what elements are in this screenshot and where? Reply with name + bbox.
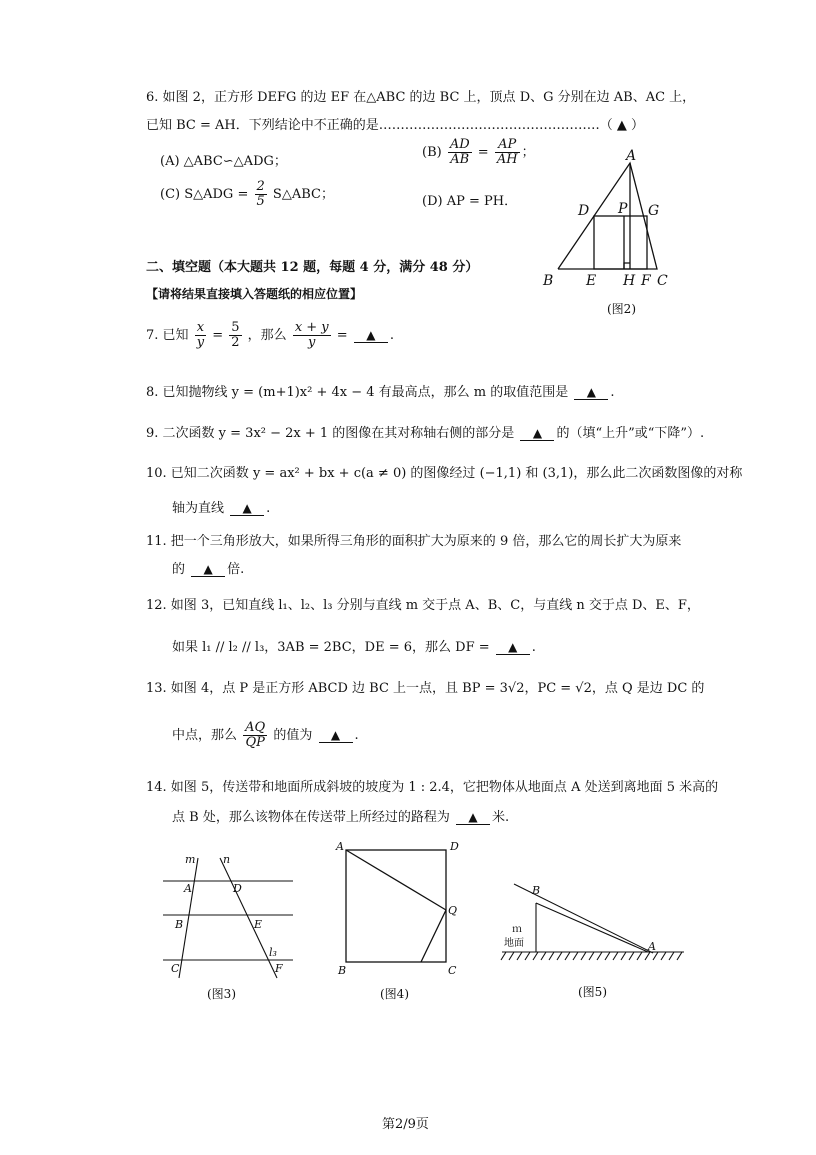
q7-eq: = [212,328,224,343]
fig4-line-qp [421,910,446,962]
q11-end: 倍. [227,562,245,577]
fig2-label-b: B [543,273,554,289]
q13-line2-post: 的值为 [273,728,313,743]
q13-end: . [354,728,359,743]
fig2-square [594,216,647,269]
frac-den: y [196,335,205,350]
q10-line2 [172,497,270,516]
q8-text: 8. 已知抛物线 y = (m+1)x² + 4x − 4 有最高点，那么 m 的取值范围是 [146,385,569,400]
q6-option-b: (B) $\frac{AD}{AB}$ = $\frac{AP}{AH}$ ； [422,137,535,167]
frac-num: x [195,321,206,336]
q13-line2 [172,721,359,750]
page-number: 第2/9页 [382,1117,429,1132]
q7-frac3 [293,321,331,350]
fig4-label-c: C [448,964,457,977]
q6-option-b-label: (B) [422,145,442,160]
q10-line1: 10. 已知二次函数 y = ax² + bx + c(a ≠ 0) 的图像经过 (−1,1) 和 (3,1)，那么此二次函数图像的对称 [146,466,743,481]
q6-option-c-label: (C) S△ADG = [160,187,249,202]
frac-den: AB [450,152,470,167]
q9-answer-blank[interactable]: ▲ [520,426,554,441]
fig3-label-d: D [233,882,242,895]
q7-answer-blank[interactable]: ▲ [354,328,388,343]
q6-line2: 已知 BC = AH．下列结论中不正确的是……………………………………………（ ▲ ） [146,118,645,133]
fig4-line-aq [346,850,446,910]
q6-line1: 6. 如图 2，正方形 DEFG 的边 EF 在△ABC 的边 BC 上，顶点 D、G 分别在边 AB、AC 上， [146,90,696,105]
fig4-caption: (图4) [380,987,409,1001]
fig4-label-q: Q [448,904,458,917]
fig3-label-m: m [185,853,196,866]
q9 [146,422,704,441]
q11-line1: 11. 把一个三角形放大，如果所得三角形的面积扩大为原来的 9 倍，那么它的周长扩大为原来 [146,534,682,549]
frac-num: x + y [294,320,329,335]
frac-den: y [308,335,316,350]
q9-end: 的（填“上升”或“下降”）. [556,426,705,441]
q11-line2-text: 的 [172,562,186,577]
fig2-label-h: H [623,273,636,289]
q10-end: . [266,501,271,516]
fig3-label-a: A [184,882,192,895]
q12-line2 [172,636,536,655]
q13-answer-blank[interactable]: ▲ [319,728,353,743]
q6-option-b-frac2 [495,138,520,167]
frac-den: 2 [231,335,240,350]
q7-mid: ，那么 [247,328,287,343]
fig2-label-c: C [657,273,668,289]
fig4-label-b: B [338,964,347,977]
figure-4 [330,838,470,1008]
q6-option-b-frac1 [448,138,472,167]
fig5-label-ground-top: ｍ [512,924,522,935]
fig4-label-a: A [336,840,344,853]
fig4-label-d: D [450,840,459,853]
q12-answer-blank[interactable]: ▲ [496,640,530,655]
q14-line2-text: 点 B 处，那么该物体在传送带上所经过的路程为 [172,810,450,825]
q7-frac1 [195,321,206,350]
q14-end: 米. [491,810,510,825]
section2-note: 【请将结果直接填入答题纸的相应位置】 [146,287,363,301]
fig3-caption: (图3) [207,987,236,1001]
q12-end: . [531,640,536,655]
q6-option-a: (A) △ABC∽△ADG； [160,154,287,169]
q11-answer-blank[interactable]: ▲ [191,562,225,577]
fig3-label-c: C [171,962,180,975]
fig3-label-b: B [175,918,184,931]
q10-line2-text: 轴为直线 [172,501,225,516]
q8-answer-blank[interactable]: ▲ [574,385,608,400]
q13-line2-pre: 中点，那么 [172,728,238,743]
fig2-label-p: P [618,201,628,217]
q6-option-c-tail: S△ABC； [272,187,334,202]
fig2-right-angle [624,263,630,269]
frac-num: AD [449,137,470,152]
fig2-caption: (图2) [607,302,636,316]
q11-line2 [172,558,244,577]
figure-2 [535,145,675,325]
fig3-label-e: E [254,918,263,931]
q6-option-c [160,180,334,209]
fig2-label-f: F [641,273,651,289]
q12-line2-text: 如果 l₁ // l₂ // l₃，3AB = 2BC，DE = 6，那么 DF = [172,640,490,655]
q9-text: 9. 二次函数 y = 3x² − 2x + 1 的图像在其对称轴右侧的部分是 [146,426,515,441]
frac-num: AP [495,138,520,153]
frac-den: 5 [256,194,265,209]
fig3-label-f: F [275,962,283,975]
figure-5 [498,880,688,1005]
figure-3 [155,848,300,1008]
fig4-square [346,850,446,962]
q8-end: . [610,385,615,400]
q7: 7. 已知 $\frac{x}{y}$ = $\frac{5}{2}$ ，那么 $\frac{x + y}{y}$ = ▲ . [146,320,394,350]
fig5-label-b: B [532,884,541,897]
q6-option-d: (D) AP = PH． [422,194,518,209]
frac-num: 5 [231,320,240,335]
q13-line1: 13. 如图 4，点 P 是正方形 ABCD 边 BC 上一点，且 BP = 3√2，PC = √2，点 Q 是边 DC 的 [146,681,705,696]
fig5-label-ground: 地面 [504,938,524,949]
fig5-slope [536,903,648,952]
fig3-label-n: n [223,853,231,866]
frac-num: AQ [245,720,266,735]
q14-line1: 14. 如图 5，传送带和地面所成斜坡的坡度为 1 : 2.4，它把物体从地面点 A 处送到离地面 5 米高的 [146,780,719,795]
fig2-label-d: D [578,203,590,219]
frac-num: 2 [256,179,265,194]
fig5-ground-hatching [501,952,682,960]
fig2-label-e: E [586,273,597,289]
fig5-caption: (图5) [578,985,607,999]
q7-post: = [336,328,348,343]
section2-title: 二、填空题（本大题共 12 题，每题 4 分，满分 48 分） [146,260,479,275]
fig2-label-a: A [626,148,637,164]
q10-answer-blank[interactable]: ▲ [230,501,264,516]
q12-line1: 12. 如图 3，已知直线 l₁、l₂、l₃ 分别与直线 m 交于点 A、B、C，与直线 n 交于点 D、E、F， [146,598,700,613]
q14-answer-blank[interactable]: ▲ [456,810,490,825]
frac-den: QP [245,735,265,750]
frac-den: AH [496,152,518,167]
fig2-label-g: G [648,203,660,219]
q8 [146,381,615,400]
fig5-label-a: A [648,940,656,953]
q7-frac2 [229,321,241,350]
fig3-label-l3: l₃ [269,946,277,959]
q14-line2 [172,806,509,825]
q7-pre: 7. 已知 [146,328,189,343]
q13-frac [243,721,267,750]
q6-option-c-frac [255,180,267,209]
